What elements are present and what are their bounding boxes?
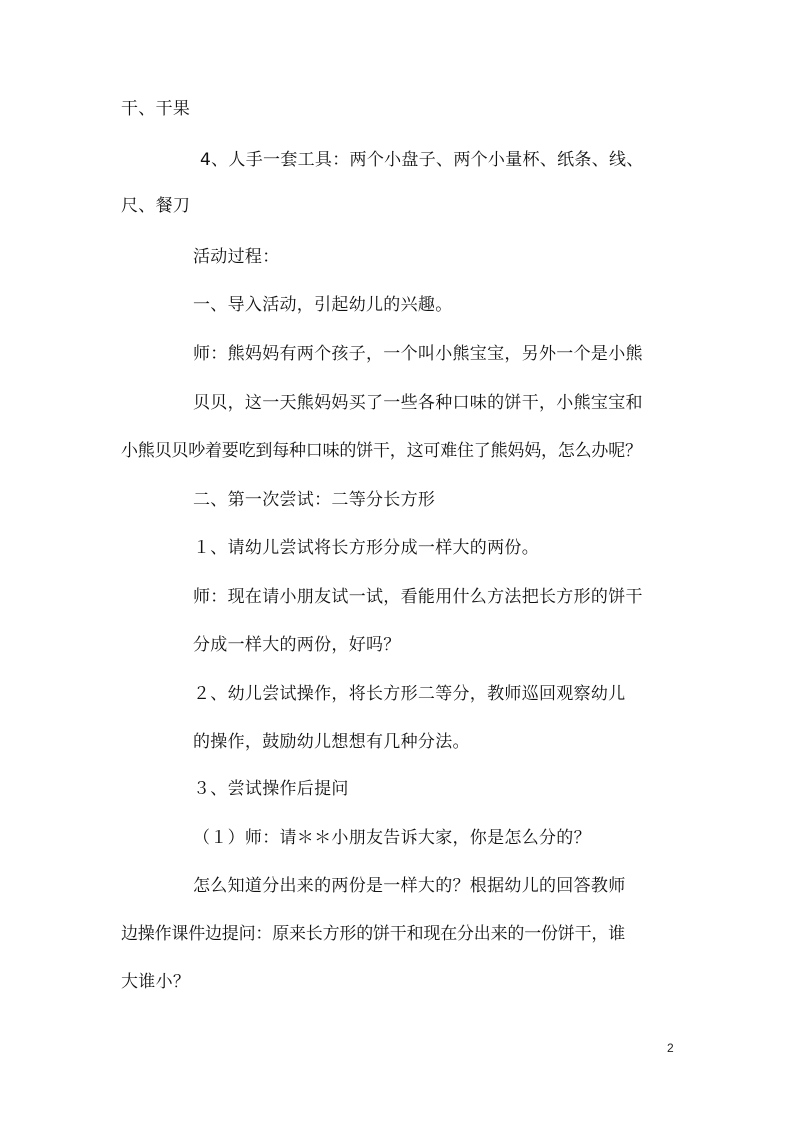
text-line-4: 活动过程： xyxy=(193,247,280,267)
text-line-15: ３、尝试操作后提问 xyxy=(193,779,349,799)
text-line-12: 分成一样大的两份，好吗？ xyxy=(193,635,401,655)
text-line-5: 一、导入活动，引起幼儿的兴趣。 xyxy=(193,295,453,315)
text-line-9: 二、第一次尝试：二等分长方形 xyxy=(193,490,436,510)
text-line-2: 4、人手一套工具：两个小盘子、两个小量杯、纸条、线、 xyxy=(200,150,644,170)
page-number: 2 xyxy=(667,1041,674,1055)
text-line-1: 干、干果 xyxy=(121,99,191,119)
text-line-18: 边操作课件边提问：原来长方形的饼干和现在分出来的一份饼干，谁 xyxy=(121,924,625,944)
text-line-8: 小熊贝贝吵着要吃到每种口味的饼干，这可难住了熊妈妈，怎么办呢？ xyxy=(121,441,642,461)
text-line-19: 大谁小？ xyxy=(121,972,191,992)
text-line-6: 师：熊妈妈有两个孩子，一个叫小熊宝宝，另外一个是小熊 xyxy=(193,344,643,364)
text-line-13: ２、幼儿尝试操作，将长方形二等分，教师巡回观察幼儿 xyxy=(193,684,626,704)
text-line-16: （１）师：请＊＊小朋友告诉大家，你是怎么分的？ xyxy=(193,828,591,848)
text-line-10: １、请幼儿尝试将长方形分成一样大的两份。 xyxy=(193,538,539,558)
text-line-3: 尺、餐刀 xyxy=(121,196,191,216)
text-line-7: 贝贝，这一天熊妈妈买了一些各种口味的饼干，小熊宝宝和 xyxy=(193,393,643,413)
text-line-17: 怎么知道分出来的两份是一样大的？根据幼儿的回答教师 xyxy=(193,876,626,896)
text-line-11: 师：现在请小朋友试一试，看能用什么方法把长方形的饼干 xyxy=(193,587,643,607)
text-line-14: 的操作，鼓励幼儿想想有几种分法。 xyxy=(193,732,470,752)
